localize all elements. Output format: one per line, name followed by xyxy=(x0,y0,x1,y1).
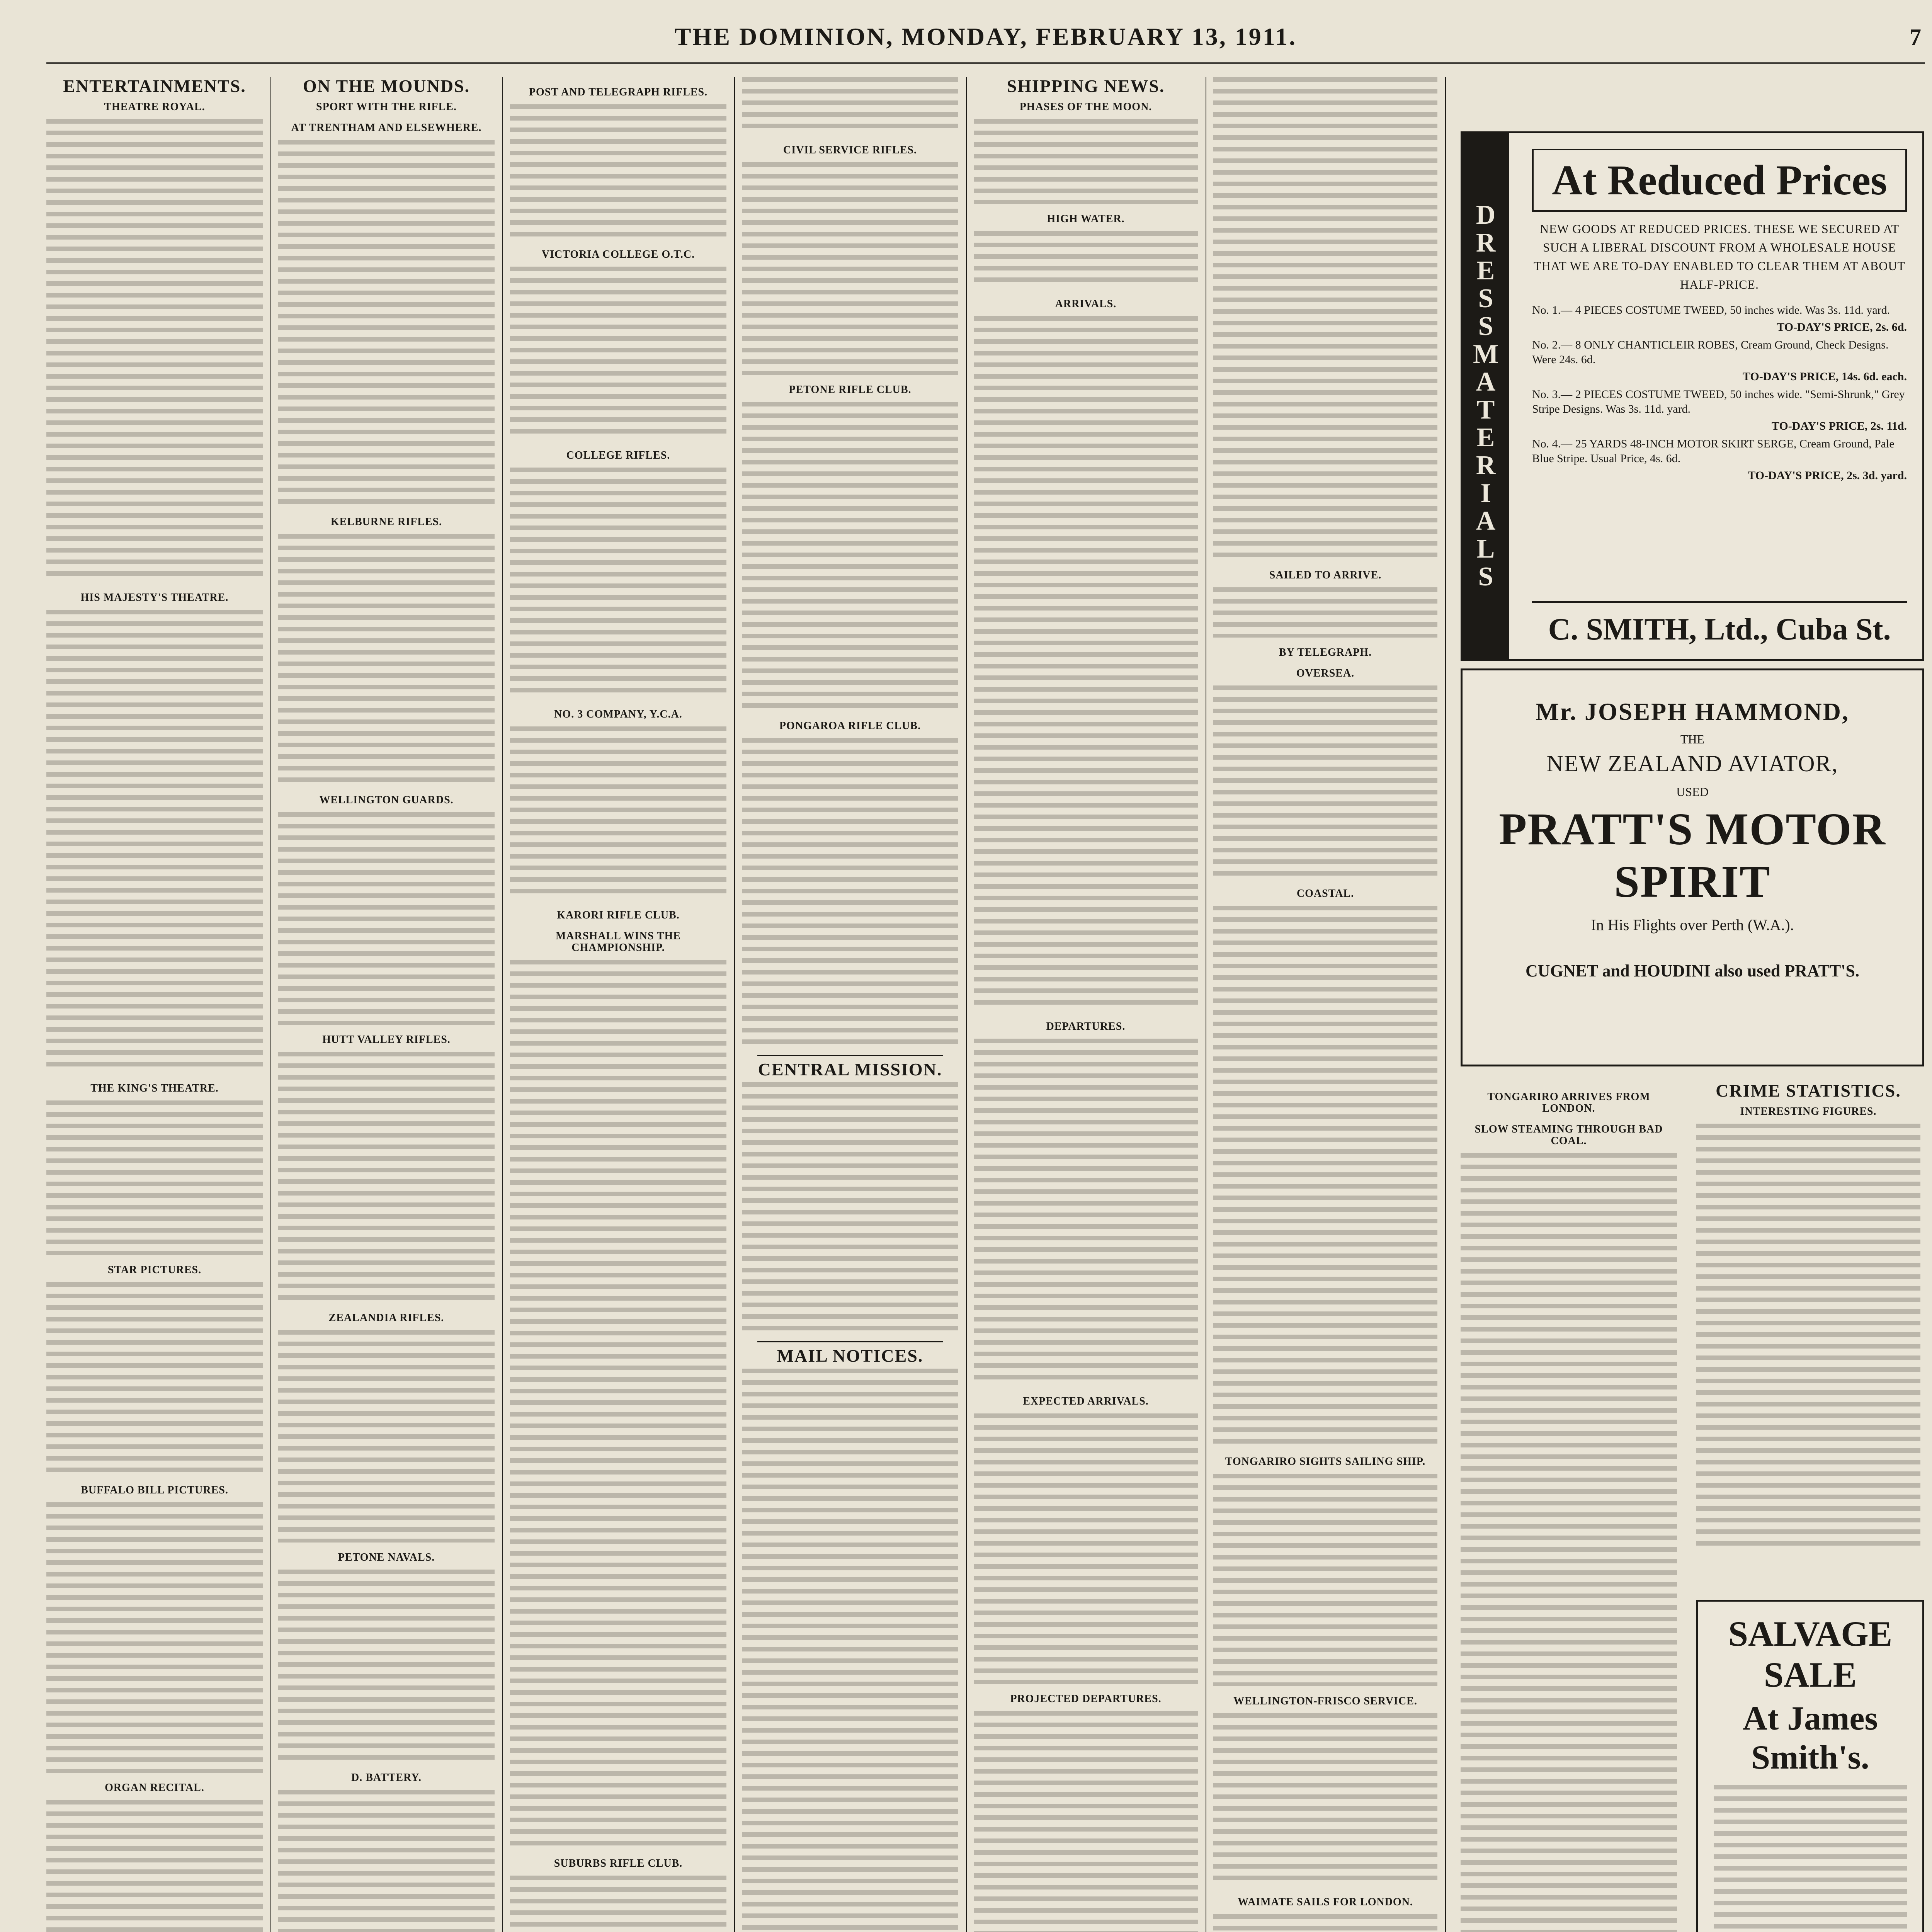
side-letter: L xyxy=(1476,534,1495,564)
subhead-suburbs: SUBURBS RIFLE CLUB. xyxy=(554,1857,683,1869)
side-letter: E xyxy=(1476,256,1495,286)
article-text xyxy=(46,1800,263,1932)
subhead-tongariro-sights: TONGARIRO SIGHTS SAILING SHIP. xyxy=(1225,1456,1426,1468)
subhead-no3-company: NO. 3 COMPANY, Y.C.A. xyxy=(554,708,682,720)
divider xyxy=(757,1055,943,1056)
ad-item: No. 4.— 25 YARDS 48-INCH MOTOR SKIRT SERGE, Cream Ground, Pale Blue Stripe. Usual Price, 4s. 6d. xyxy=(1532,437,1895,465)
ad-item-price: TO-DAY'S PRICE, 2s. 3d. yard. xyxy=(1748,469,1907,482)
article-text xyxy=(1213,906,1437,1447)
side-letter: R xyxy=(1476,451,1496,480)
side-letter: S xyxy=(1478,562,1493,592)
dress-materials-body xyxy=(1517,133,1922,659)
subhead-kelburne: KELBURNE RIFLES. xyxy=(330,516,442,528)
column-mounds xyxy=(278,77,495,1932)
article-text xyxy=(974,1039,1198,1386)
subhead-trentham: AT TRENTHAM AND ELSEWHERE. xyxy=(291,122,482,134)
subhead-petone-rifle-club: PETONE RIFLE CLUB. xyxy=(789,384,912,396)
side-letter: A xyxy=(1476,367,1496,397)
column-crime-statistics xyxy=(1696,1082,1920,1588)
dress-materials-side-bar xyxy=(1463,133,1509,659)
subhead-post-telegraph: POST AND TELEGRAPH RIFLES. xyxy=(529,86,708,98)
subhead-sailed-to-arrive: SAILED TO ARRIVE. xyxy=(1269,569,1382,581)
subhead-zealandia: ZEALANDIA RIFLES. xyxy=(328,1312,444,1324)
subhead-karori: KARORI RIFLE CLUB. xyxy=(557,909,680,921)
side-letter: D xyxy=(1476,200,1496,230)
article-text xyxy=(46,1502,263,1773)
subhead-projected-departures: PROJECTED DEPARTURES. xyxy=(1010,1693,1162,1705)
subhead-slow-steaming: SLOW STEAMING THROUGH BAD COAL. xyxy=(1475,1123,1663,1147)
ad-intro: NEW GOODS AT REDUCED PRICES. THESE WE SECURED AT SUCH A LIBERAL DISCOUNT FROM A WHOLESALE HOUSE THAT WE ARE TO-DAY ENABLED TO CLEAR THEM AT ABOUT HALF-PRICE. xyxy=(1534,222,1905,291)
scores-table xyxy=(510,267,726,440)
ad-dress-materials xyxy=(1461,131,1924,661)
column-civil xyxy=(742,77,958,1932)
side-letter: M xyxy=(1473,339,1499,369)
article-text xyxy=(1696,1124,1920,1549)
article-text xyxy=(46,119,263,583)
aviator-title: NEW ZEALAND AVIATOR, xyxy=(1546,751,1838,776)
column-rule xyxy=(270,77,271,1932)
side-letter: T xyxy=(1476,395,1495,425)
subhead-waimate-sails: WAIMATE SAILS FOR LONDON. xyxy=(1238,1896,1413,1908)
subhead-kings-theatre: THE KING'S THEATRE. xyxy=(90,1082,219,1094)
scores-table xyxy=(742,402,958,711)
heading-entertainments: ENTERTAINMENTS. xyxy=(63,77,246,96)
article-text xyxy=(742,1369,958,1932)
side-letter: R xyxy=(1476,228,1496,258)
side-letter: S xyxy=(1478,284,1493,313)
article-text xyxy=(1213,77,1437,560)
subhead-college-rifles: COLLEGE RIFLES. xyxy=(566,449,670,461)
heading-crime-statistics: CRIME STATISTICS. xyxy=(1716,1082,1901,1100)
ad-text: THE xyxy=(1680,732,1705,746)
side-letter: S xyxy=(1478,311,1493,341)
divider xyxy=(757,1341,943,1342)
ad-item-price: TO-DAY'S PRICE, 2s. 6d. xyxy=(1777,321,1907,333)
ad-headline: SALVAGE SALE xyxy=(1728,1614,1893,1694)
subhead-phases-moon: PHASES OF THE MOON. xyxy=(1019,101,1152,113)
scores-table xyxy=(742,738,958,1047)
subhead-coastal: COASTAL. xyxy=(1296,888,1354,900)
article-text xyxy=(974,1413,1198,1684)
masthead-title: THE DOMINION, MONDAY, FEBRUARY 13, 1911. xyxy=(674,23,1297,50)
heading-shipping-news: SHIPPING NEWS. xyxy=(1007,77,1165,96)
subhead-wellington-frisco: WELLINGTON-FRISCO SERVICE. xyxy=(1233,1695,1417,1707)
scores-table xyxy=(278,1570,495,1763)
heading-on-the-mounds: ON THE MOUNDS. xyxy=(303,77,470,96)
subhead-his-majestys: HIS MAJESTY'S THEATRE. xyxy=(80,592,229,604)
subhead-hutt-valley: HUTT VALLEY RIFLES. xyxy=(322,1034,451,1046)
ad-pratts-motor-spirit xyxy=(1461,668,1924,1066)
side-letter: A xyxy=(1476,506,1496,536)
scores-table xyxy=(278,1790,495,1932)
subhead-d-battery: D. BATTERY. xyxy=(351,1772,422,1784)
column-telegraph xyxy=(1213,77,1437,1932)
column-rule xyxy=(966,77,967,1932)
subhead-theatre-royal: THEATRE ROYAL. xyxy=(104,101,205,113)
article-text xyxy=(1213,1713,1437,1887)
subhead-buffalo-bill: BUFFALO BILL PICTURES. xyxy=(81,1484,228,1496)
article-text xyxy=(1461,1153,1677,1932)
aviator-name: Mr. JOSEPH HAMMOND, xyxy=(1536,698,1849,725)
article-text xyxy=(510,960,726,1849)
table xyxy=(974,119,1198,204)
scores-table xyxy=(510,726,726,900)
side-letter: E xyxy=(1476,423,1495,452)
subhead-interesting-figures: INTERESTING FIGURES. xyxy=(1740,1105,1877,1117)
subhead-arrivals: ARRIVALS. xyxy=(1055,298,1117,310)
subhead-marshall-wins: MARSHALL WINS THE CHAMPIONSHIP. xyxy=(555,930,681,954)
subhead-civil-service: CIVIL SERVICE RIFLES. xyxy=(783,144,917,156)
scores-table xyxy=(510,104,726,240)
column-rule xyxy=(502,77,503,1932)
column-rule xyxy=(734,77,735,1932)
heading-mail-notices: MAIL NOTICES. xyxy=(777,1346,923,1366)
article-text xyxy=(46,1100,263,1255)
column-tongariro xyxy=(1461,1082,1677,1932)
subhead-pongaroa: PONGAROA RIFLE CLUB. xyxy=(779,720,921,732)
ad-subheadline: At James Smith's. xyxy=(1743,1700,1878,1776)
article-text xyxy=(974,1711,1198,1932)
subhead-star-pictures: STAR PICTURES. xyxy=(107,1264,202,1276)
scores-table xyxy=(278,1330,495,1543)
ad-item: No. 2.— 8 ONLY CHANTICLEIR ROBES, Cream Ground, Check Designs. Were 24s. 6d. xyxy=(1532,338,1889,366)
ad-item: No. 1.— 4 PIECES COSTUME TWEED, 50 inches wide. Was 3s. 11d. yard. xyxy=(1532,304,1890,316)
article-text xyxy=(1213,587,1437,638)
subhead-by-telegraph: BY TELEGRAPH. xyxy=(1279,646,1372,658)
article-text xyxy=(974,316,1198,1012)
scores-table xyxy=(510,468,726,699)
subhead-wellington-guards: WELLINGTON GUARDS. xyxy=(319,794,454,806)
ad-headline: At Reduced Prices xyxy=(1532,149,1907,212)
subhead-oversea: OVERSEA. xyxy=(1296,667,1355,679)
page-number: 7 xyxy=(1910,24,1921,50)
scores-table xyxy=(510,1876,726,1932)
ad-item: No. 3.— 2 PIECES COSTUME TWEED, 50 inches wide. "Semi-Shrunk," Grey Stripe Designs. Was 3s. 11d. yard. xyxy=(1532,388,1905,415)
article-text xyxy=(46,1282,263,1475)
subhead-tongariro-arrives: TONGARIRO ARRIVES FROM LONDON. xyxy=(1487,1091,1650,1114)
subhead-victoria-college: VICTORIA COLLEGE O.T.C. xyxy=(541,248,695,260)
article-text xyxy=(1213,1914,1437,1932)
ad-body-text xyxy=(1714,1785,1907,1932)
subhead-sport-rifle: SPORT WITH THE RIFLE. xyxy=(316,101,457,113)
column-shipping xyxy=(974,77,1198,1932)
article-text xyxy=(46,610,263,1073)
ad-footer: CUGNET and HOUDINI also used PRATT'S. xyxy=(1526,961,1859,980)
article-text xyxy=(742,1082,958,1333)
column-rule xyxy=(1445,77,1446,1932)
brand-name: PRATT'S MOTOR SPIRIT xyxy=(1499,804,1886,907)
scores-table xyxy=(742,162,958,375)
ad-text: USED xyxy=(1676,785,1709,799)
scores-table xyxy=(278,1052,495,1303)
side-letter: I xyxy=(1480,478,1491,508)
ad-salvage-sale xyxy=(1696,1600,1924,1932)
ad-text: In His Flights over Perth (W.A.). xyxy=(1591,916,1794,934)
table xyxy=(974,231,1198,289)
column-postal xyxy=(510,77,726,1932)
scores-table xyxy=(278,812,495,1025)
subhead-high-water: HIGH WATER. xyxy=(1047,213,1125,225)
subhead-expected-arrivals: EXPECTED ARRIVALS. xyxy=(1023,1395,1149,1407)
article-text xyxy=(1213,685,1437,879)
masthead xyxy=(46,15,1925,64)
ad-item-price: TO-DAY'S PRICE, 2s. 11d. xyxy=(1771,420,1907,432)
article-text xyxy=(1213,1474,1437,1686)
article-text xyxy=(278,140,495,507)
subhead-departures: DEPARTURES. xyxy=(1046,1020,1126,1032)
subhead-petone-navals: PETONE NAVALS. xyxy=(338,1551,435,1563)
scores-table xyxy=(278,534,495,785)
subhead-organ-recital: ORGAN RECITAL. xyxy=(105,1782,204,1794)
column-entertainments xyxy=(46,77,263,1932)
ad-footer: C. SMITH, Ltd., Cuba St. xyxy=(1532,601,1907,647)
ad-item-price: TO-DAY'S PRICE, 14s. 6d. each. xyxy=(1742,370,1907,383)
article-text xyxy=(742,77,958,135)
heading-central-mission: CENTRAL MISSION. xyxy=(758,1060,942,1079)
